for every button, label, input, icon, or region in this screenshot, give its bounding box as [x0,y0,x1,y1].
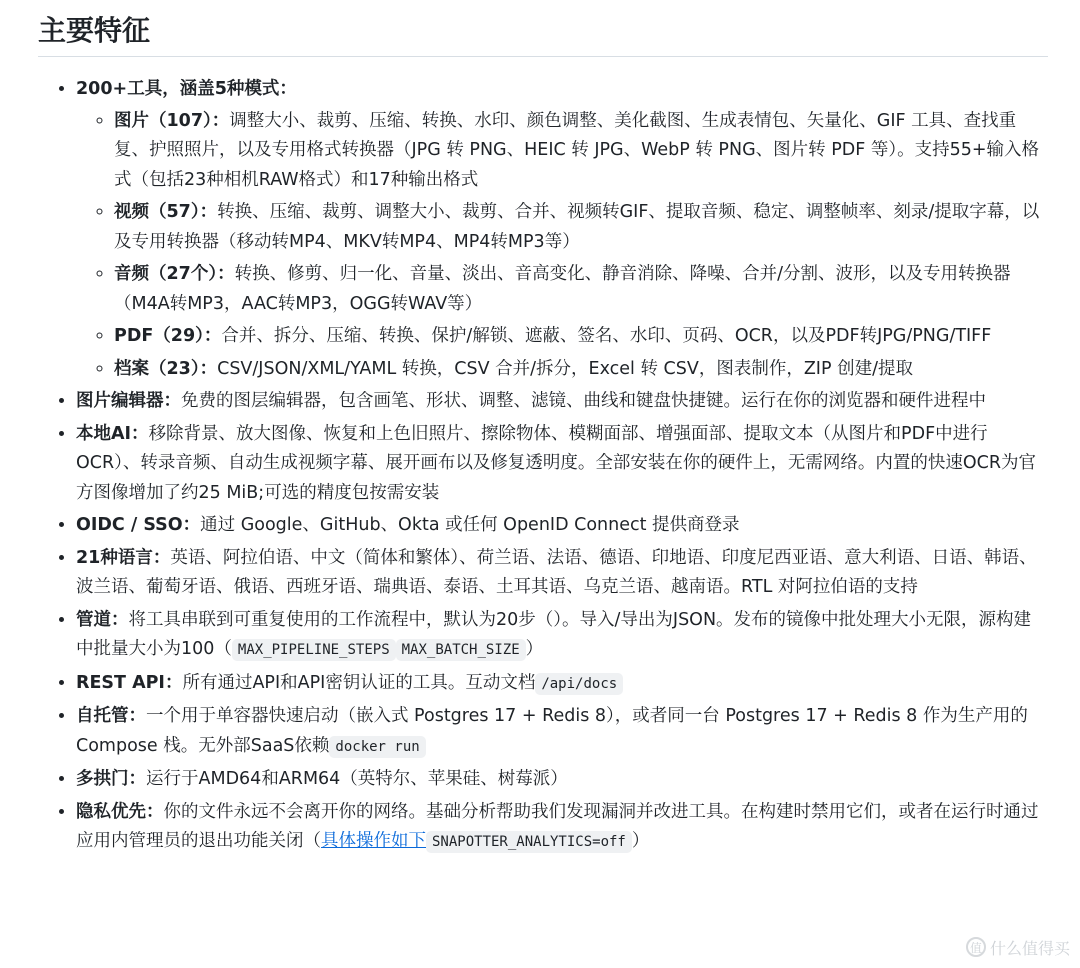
item-label: 本地AI： [76,423,149,444]
item-text-tail: ） [631,831,650,851]
watermark-logo-icon: 值 [966,937,986,957]
item-label: REST API： [76,672,183,693]
item-text: 通过 Google、GitHub、Okta 或任何 OpenID Connect 提供商登录 [200,515,740,535]
list-item-languages [76,544,1046,603]
item-label: 图片编辑器： [76,391,181,411]
site-watermark [950,934,1070,960]
inline-code-max-pipeline-steps: MAX_PIPELINE_STEPS [232,639,396,661]
watermark-text: 什么值得买 [989,938,1070,958]
list-item-editor [76,387,1046,417]
list-item-video [114,198,1046,257]
item-text: 转换、修剪、归一化、音量、淡出、音高变化、静音消除、降噪、合并/分割、波形，以及专用转换器（M4A转MP3，AAC转MP3，OGG转WAV等） [114,264,1011,314]
item-text: 英语、阿拉伯语、中文（简体和繁体）、荷兰语、法语、德语、印地语、印度尼西亚语、意大利语、日语、韩语、波兰语、葡萄牙语、俄语、西班牙语、瑞典语、泰语、土耳其语、乌克兰语、越南语。RTL 对阿拉伯语的支持 [76,547,1037,597]
item-text: 将工具串联到可重复使用的工作流程中，默认为20步（）。导入/导出为JSON。发布的镜像中批处理大小无限，源构建中批量大小为100（ [76,609,1032,659]
item-text: 转换、压缩、裁剪、调整大小、裁剪、合并、视频转GIF、提取音频、稳定、调整帧率、刻录/提取字幕，以及专用转换器（移动转MP4、MKV转MP4、MP4转MP3等） [114,202,1040,252]
feature-list [76,75,1046,861]
item-text: 所有通过API和API密钥认证的工具。互动文档 [182,672,536,693]
item-label: 图片（107）： [114,110,230,131]
item-text: CSV/JSON/XML/YAML 转换，CSV 合并/拆分，Excel 转 CSV，图表制作，ZIP 创建/提取 [217,358,913,379]
item-label: PDF（29）： [114,326,222,346]
item-label: 档案（23）： [114,358,218,379]
how-to-link[interactable]: 具体操作如下 [321,831,426,851]
item-label: 200+工具，涵盖5种模式： [76,79,297,99]
list-item-local-ai [76,420,1046,509]
list-item-sso [76,511,1046,541]
inline-code-api-docs: /api/docs [535,673,623,695]
item-label: 音频（27个）： [114,264,235,284]
list-item-image [114,107,1046,196]
item-text: 一个用于单容器快速启动（嵌入式 Postgres 17 + Redis 8），或者同一台 Postgres 17 + Redis 8 作为生产用的 Compose 栈。无外部SaaS依赖 [76,706,1028,756]
item-label: 21种语言： [76,547,171,568]
item-text: 合并、拆分、压缩、转换、保护/解锁、遮蔽、签名、水印、页码、OCR，以及PDF转JPG/PNG/TIFF [221,326,992,346]
list-item-pdf [114,322,1046,352]
item-text: 你的文件永远不会离开你的网络。基础分析帮助我们发现漏洞并改进工具。在构建时禁用它们，或者在运行时通过应用内管理员的退出功能关闭（ [76,801,1039,851]
item-text: 移除背景、放大图像、恢复和上色旧照片、擦除物体、模糊面部、增强面部、提取文本（从图片和PDF中进行OCR）、转录音频、自动生成视频字幕、展开画布以及修复透明度。全部安装在你的硬件上，无需网络。内置的快速OCR为官方图像增加了约25 MiB;可选的精度包按需安装 [76,423,1037,503]
list-item-pipeline [76,606,1046,666]
item-text: 运行于AMD64和ARM64（英特尔、苹果硅、树莓派） [146,769,568,789]
item-label: 视频（57）： [114,202,218,222]
item-label: OIDC / SSO： [76,515,201,535]
section-heading: 主要特征 [38,14,151,47]
item-text-tail: ） [525,639,544,659]
list-item-audio [114,260,1046,319]
list-item-multi-arch [76,765,1046,795]
item-text: 免费的图层编辑器，包含画笔、形状、调整、滤镜、曲线和键盘快捷键。运行在你的浏览器和硬件进程中 [181,391,986,411]
tool-mode-list [76,107,1046,385]
inline-code-analytics-off: SNAPOTTER_ANALYTICS=off [426,831,632,853]
list-item-privacy [76,798,1046,858]
item-text: 调整大小、裁剪、压缩、转换、水印、颜色调整、美化截图、生成表情包、矢量化、GIF 工具、查找重复、护照照片，以及专用格式转换器（JPG 转 PNG、HEIC 转 JPG、WebP 转 PNG、图片转 PDF 等）。支持55+输入格式（包括23种相机RAW格式）和17种输出格式 [114,110,1040,190]
inline-code-max-batch-size: MAX_BATCH_SIZE [396,639,526,661]
item-label: 自托管： [76,706,146,726]
item-label: 隐私优先： [76,801,164,822]
list-item-archive [114,355,1046,385]
list-item-rest-api [76,669,1046,700]
list-item-tools [76,75,1046,384]
item-label: 多拱门： [76,769,146,789]
list-item-self-host [76,702,1046,762]
item-label: 管道： [76,609,129,630]
heading-divider [38,56,1048,57]
inline-code-docker-run: docker run [329,736,425,758]
